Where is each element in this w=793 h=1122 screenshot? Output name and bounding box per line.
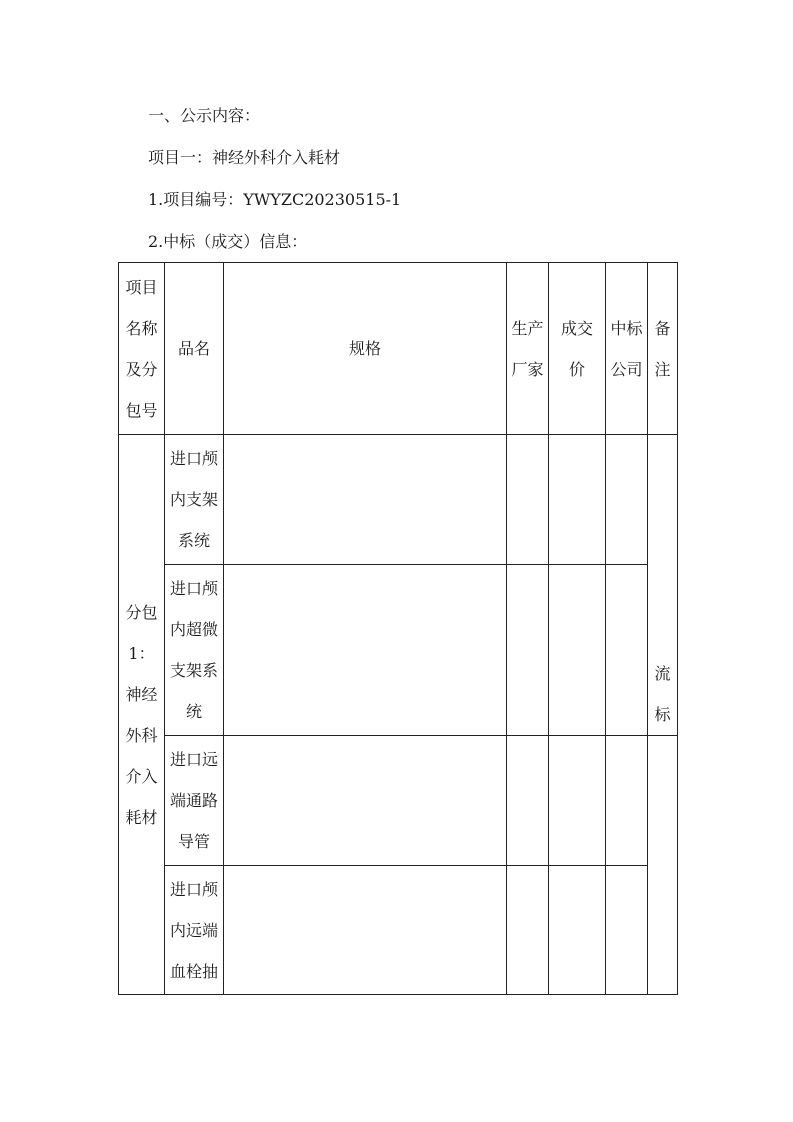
maker-cell <box>507 736 549 866</box>
company-cell <box>606 866 648 995</box>
company-cell <box>606 435 648 565</box>
price-cell <box>549 565 606 736</box>
company-cell <box>606 736 648 866</box>
header-spec: 规格 <box>224 263 507 435</box>
price-cell <box>549 866 606 995</box>
maker-cell <box>507 866 549 995</box>
table-row <box>119 866 678 995</box>
price-cell <box>549 736 606 866</box>
header-company: 中标公司 <box>606 263 648 435</box>
spec-cell <box>224 736 507 866</box>
section-heading: 一、公示内容： <box>148 106 261 125</box>
table-row <box>119 565 678 736</box>
award-table <box>118 262 678 995</box>
spec-cell <box>224 565 507 736</box>
price-cell <box>549 435 606 565</box>
table-header-row <box>119 263 678 435</box>
maker-cell <box>507 435 549 565</box>
product-cell: 进口颅内远端血栓抽 <box>165 866 224 995</box>
project-title: 项目一：神经外科介入耗材 <box>148 148 341 167</box>
product-cell: 进口远端通路导管 <box>165 736 224 866</box>
maker-cell <box>507 565 549 736</box>
header-product: 品名 <box>165 263 224 435</box>
award-info-heading: 2.中标（成交）信息： <box>148 232 308 251</box>
header-price: 成交价 <box>549 263 606 435</box>
product-cell: 进口颅内支架系统 <box>165 435 224 565</box>
product-cell: 进口颅内超微支架系统 <box>165 565 224 736</box>
company-cell <box>606 565 648 736</box>
header-maker: 生产厂家 <box>507 263 549 435</box>
header-package: 项目名称及分包号 <box>119 263 165 435</box>
note-cell-lower <box>648 736 678 995</box>
spec-cell <box>224 866 507 995</box>
spec-cell <box>224 435 507 565</box>
package-name-cell: 分包1：神经外科介入耗材 <box>119 435 165 995</box>
table-row <box>119 435 678 565</box>
header-note: 备注 <box>648 263 678 435</box>
table-row <box>119 736 678 866</box>
note-cell: 流标 <box>648 435 678 736</box>
project-number: 1.项目编号：YWYZC20230515-1 <box>148 190 402 209</box>
